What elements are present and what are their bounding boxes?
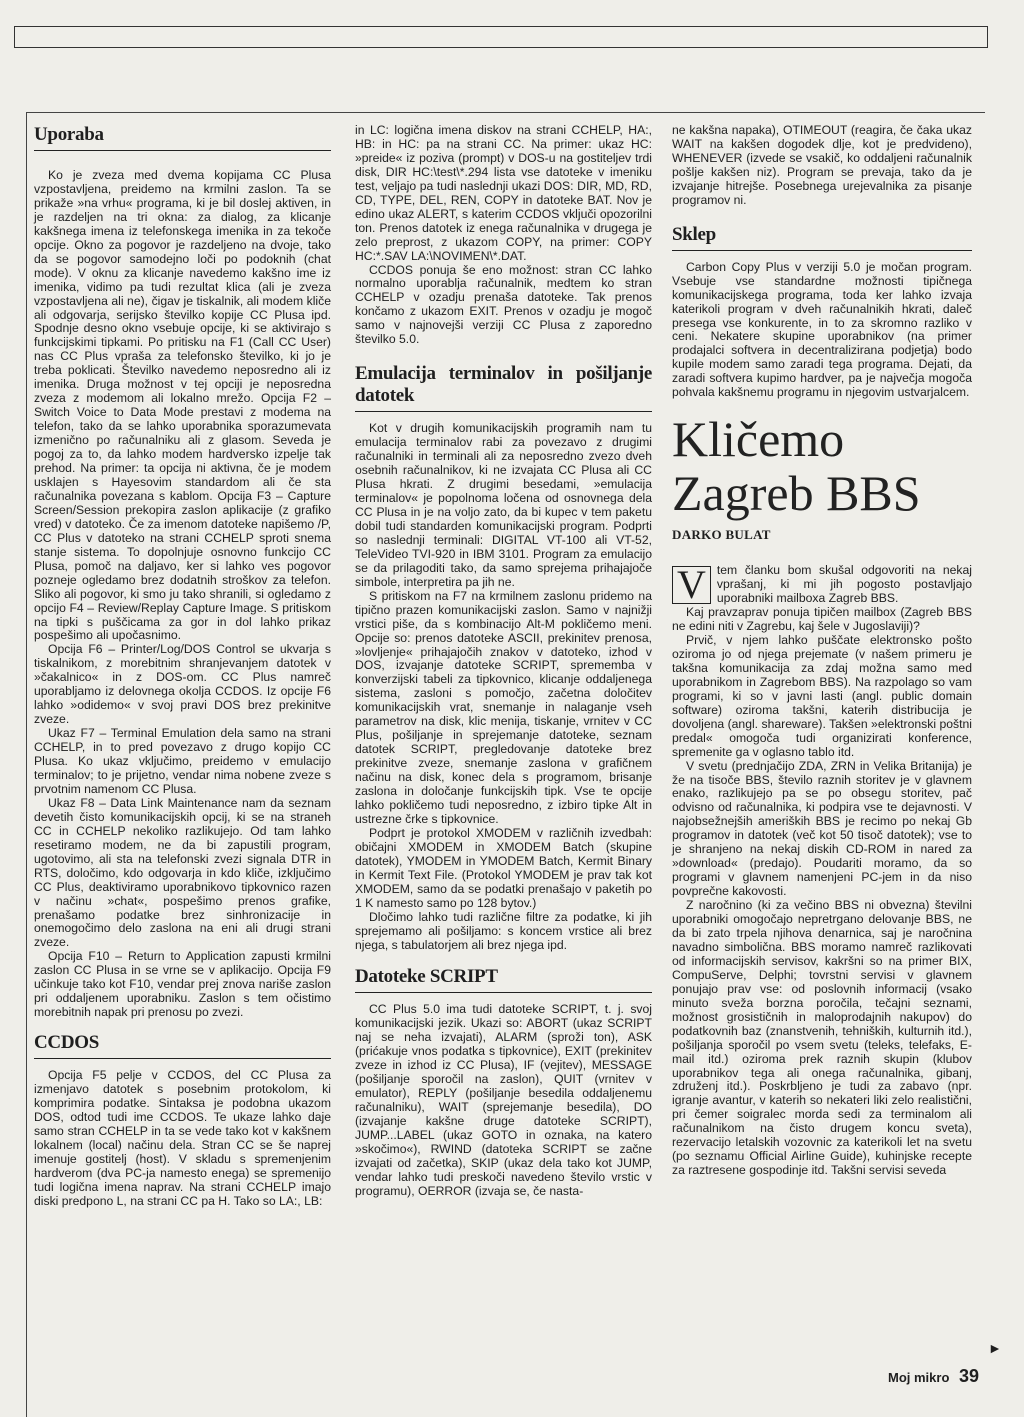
- magazine-name: Moj mikro: [888, 1370, 950, 1385]
- top-frame-box: [14, 26, 988, 48]
- continue-arrow-icon: ►: [988, 1340, 1002, 1356]
- article-title-line-2: Zagreb BBS: [672, 465, 921, 522]
- uporaba-body: [34, 169, 331, 1020]
- paragraph-text: tem članku bom skušal odgovoriti na nekaj vprašanj, ki mi jih pogosto postavljajo uporabniki mailboxa Zagreb BBS.: [716, 563, 972, 606]
- paragraph: V svetu (prednjačijo ZDA, ZRN in Velika Britanija) je že na tisoče BBS, število raznih storitev je v glavnem enako, razlikujejo pa se po obsegu storitev, pač odvisno od računalnika, ki podpira vse te dejavnosti. V najobsežnejših ameriških BBS je recimo po nekaj Gb programov in datotek (več kot 50 tisoč datotek); vse to je shranjeno na nekaj diskih CD-ROM in nared za »download« (predajo). Poudariti moramo, da so programi v glavnem namenjeni PC-jem in da niso povprečne kakovosti.: [672, 758, 972, 899]
- paragraph: Prvič, v njem lahko puščate elektronsko pošto oziroma jo od njega prejemate (v našem primeru je takšna komunikacija za zdaj možna samo med uporabnikom in Zagrebom BBS). Na razpolago so vam programi, ki so v javni lasti (angl. public domain software) oziroma takšni, katerih distribucija je dovoljena (angl. shareware). Takšen »elektronski poštni predal« omogoča tudi organizirati konference, spremenite ga v oglasno tablo itd.: [672, 632, 972, 759]
- paragraph: Ko je zveza med dvema kopijama CC Plusa vzpostavljena, preidemo na krmilni zaslon. Ta se prikaže »na vrhu« programa, ki je bil doslej aktiven, in je razdeljen na tri okna: za dialog, za klicanje kakšnega imena iz telefonskega imenika in za tekoče opcije. Okno za pogovor je razdeljeno na dvoje, tako da se pogovor samodejno loči po podoknih (chat mode). V oknu za klicanje navedemo kakšno ime iz imenika, vidimo pa tudi rezultat klica (ali je zveza vzpostavljena ali ne), čigav je tiskalnik, ali modem kliče ali odgovarja, serijsko številko kopije CC Plusa ipd. Spodnje desno okno vsebuje opcije, ki se aktivirajo s funkcijskimi tipkami. Po pritisku na F1 (Call CC User) nas CC Plus vpraša za telefonsko številko, ki jo je treba poklicati. Številko navedemo neposredno ali iz imenika. Druga možnost v tej opciji je neposredna zveza z modemom ali lokalno mrežo. Opcija F2 – Switch Voice to Data Mode prestavi z modema na telefon, tako da se lahko uporabnika sporazumevata izmenično po računalniku ali z glasom. Seveda je pogoj za to, da lahko modem hardversko izpelje tak prehod. Na primer: ta opcija ni aktivna, če je modem usklajen s Hayesovim standardom ali če sta računalnika povezana s kablom. Opcija F3 – Capture Screen/Session prekopira zaslon aplikacije (z grafiko vred) v datoteko. Če za imenom datoteke napišemo /P, CC Plus v datoteko na strani CCHELP sproti snema stanje sistema. To dopolnjuje osnovno funkcijo CC Plusa, pomoč na daljavo, ker si lahko ves pogovor pozneje ogledamo brez dodatnih stroškov za telefon. Sliko ali pogovor, ki smo ju tako shranili, si ogledamo z opcijo F4 – Review/Replay Capture Image. S pritiskom na tipki s puščicama za gor in dol lahko prikaz pospešimo ali upočasnimo.: [34, 168, 331, 643]
- script-body: [355, 1003, 652, 1198]
- paragraph: Ukaz F7 – Terminal Emulation dela samo na strani CCHELP, in to pred povezavo z drugo kopijo CC Plusa. Ko ukaz vključimo, preidemo v emulacijo terminalov; to je prijetno, vendar nima nobene zveze s prvotnim namenom CC Plusa.: [34, 726, 331, 796]
- ccdos-body: [34, 1069, 331, 1209]
- page-footer: [888, 1366, 979, 1387]
- paragraph: [672, 564, 972, 606]
- page-number: 39: [959, 1366, 980, 1386]
- section-heading-uporaba: Uporaba: [34, 124, 331, 151]
- paragraph: Z naročnino (ki za večino BBS ni obvezna) številni uporabniki omogočajo nepretrgano delovanje BBS, ne da bi zato trpela njihova denarnica, saj je naročnina navadno simbolična. BBS moramo namreč razlikovati od informacijskih servisov, kakršni so na primer BIX, CompuServe, Delphi; tovrstni servisi v glavnem ponujajo prav vse: od poslovnih informacij (vsako minuto sveža borzna poročila, tečajni seznami, možnost grosističnih in maloprodajnih nakupov) do podatkovnih baz (znanstvenih, tehniških, kulturnih itd.), pošiljanja sporočil po vsem svetu (teleks, telefaks, E-mail itd.) oziroma prek raznih skupin (klubov uporabnikov tega ali onega računalnika, gibanj, združenj itd.). Poskrbljeno je tudi za zabavo (npr. igranje avantur, v katerih so nekateri liki zelo realistični, pri čemer soigralec morda sedi za terminalom ali računalnikom na čisto drugem koncu sveta), rezervacijo letalskih vozovnic za katerikoli let na svetu (po seznamu Official Airline Guide), kuhinjske recepte za raztresene gospodinje itd. Takšni servisi seveda: [672, 898, 972, 1178]
- article-title-line-1: Kličemo: [672, 411, 845, 468]
- paragraph: Podprt je protokol XMODEM v različnih izvedbah: običajni XMODEM in XMODEM Batch (skupine datotek), YMODEM in YMODEM Batch, Kermit Binary in Kermit Text File. (Protokol YMODEM je prav tak kot XMODEM, samo da se podatki prenašajo v paketih po 1 K namesto samo po 128 bytov.): [355, 825, 652, 910]
- paragraph: Kot v drugih komunikacijskih programih nam tu emulacija terminalov rabi za povezavo z drugimi računalniki in terminali ali za neposredno zvezo dveh osebnih računalnikov, ki ne izvajata CC Plusa ali CC Plusa hkrati. Z drugimi besedami, »emulacija terminalov« je popolnoma ločena od osnovnega dela CC Plusa in je na voljo zato, da bi kupec v tem paketu dobil tudi standarden komunikacijski program. Podprti so naslednji terminali: DIGITAL VT-100 ali VT-52, TeleVideo TVI-920 in IBM 3101. Program za emulacijo se da prilagoditi tako, da samo sprejema prihajajoče simbole, interpretira pa jih ne.: [355, 421, 652, 589]
- paragraph: Kaj pravzaprav ponuja tipičen mailbox (Zagreb BBS ne edini niti v Zagrebu, kaj šele v Jugoslaviji)?: [672, 605, 972, 634]
- ccdos-continued: [355, 124, 652, 347]
- paragraph: CCDOS ponuja še eno možnost: stran CC lahko normalno uporablja računalnik, medtem ko stran CCHELP v ozadju prenaša datoteke. Tak prenos končamo z ukazom EXIT. Prenos v ozadju je mogoč samo v najnovejši verziji CC Plusa z zaporedno številko 5.0.: [355, 262, 652, 347]
- article-title: [672, 412, 972, 520]
- column-2: [355, 124, 652, 1199]
- sklep-body: [672, 261, 972, 401]
- paragraph: Opcija F6 – Printer/Log/DOS Control se ukvarja s tiskalnikom, z morebitnim shranjevanjem datotek v »čakalnico« in z DOS-om. CC Plus namreč uporabljamo iz delovnega okolja CCDOS. Iz opcije F6 lahko »odidemo« v svoj pravi DOS brez prekinitve zveze.: [34, 642, 331, 727]
- column-1: [34, 120, 331, 1209]
- drop-cap: V: [672, 566, 711, 604]
- column-3: [672, 124, 972, 1178]
- paragraph: CC Plus 5.0 ima tudi datoteke SCRIPT, t. j. svoj komunikacijski jezik. Ukazi so: ABORT (ukaz SCRIPT naj se neha izvajati), ALARM (sproži ton), ASK (prićakuje vnos podatka s tipkovnice), EXIT (prekinitev zveze in izhod iz CC Plusa), IF (vejitev), MESSAGE (pošiljanje sporočil na zaslon), QUIT (vrnitev v emulator), REPLY (pošiljanje besedila oddaljenemu računalniku), WAIT (sprejemanje besedila), DO (izvajanje kakšne druge datoteke SCRIPT), JUMP...LABEL (ukaz GOTO in oznaka, na katero »skočimo«), RWIND (datoteka SCRIPT se začne izvajati od začetka), SKIP (ukaz dela tako kot JUMP, vendar lahko tudi preskoči navedeno število vrstic v programu), OERROR (izvaja se, če nasta-: [355, 1002, 652, 1198]
- paragraph: Carbon Copy Plus v verziji 5.0 je močan program. Vsebuje vse standardne možnosti tipičnega komunikacijskega programa, toda ker lahko izvaja katerikoli program v dveh računalnikih hkrati, daleč presega vse konkurente, in to za skromno razliko v ceni. Nekatere skupine uporabnikov (na primer prodajalci softvera in decentralizirana podjetja) bodo kupile modem samo zaradi tega programa. Dejati, da zaradi softvera kupimo hardver, pa je največja mogoča pohvala kakšnemu programu in njegovim ustvarjalcem.: [672, 259, 972, 400]
- article-body: [672, 564, 972, 1178]
- section-heading-ccdos: CCDOS: [34, 1032, 331, 1059]
- paragraph: Dločimo lahko tudi različne filtre za podatke, ki jih sprejemamo ali pošiljamo: s koncem vrstice ali brez njega, s tabulatorjem ali brez njega ipd.: [355, 909, 652, 952]
- section-heading-emulacija: Emulacija terminalov in pošiljanje datotek: [355, 363, 652, 412]
- emulacija-body: [355, 422, 652, 952]
- paragraph: in LC: logična imena diskov na strani CCHELP, HA:, HB: in HC: pa na strani CC. Na primer: ukaz HC: »preide« iz poziva (prompt) v DOS-u na gostiteljev trdi disk, DIR HC:\test\*.294 lista vse datoteke v imeniku test, veljajo pa tudi naslednji ukazi DOS: DIR, MD, RD, CD, TYPE, DEL, REN, COPY in datoteke BAT. Nov je edino ukaz ALERT, s katerim CCDOS vključi opozorilni ton. Prenos datotek iz enega računalnika v drugega je zelo preprost, z ukazom COPY, na primer: COPY HC:*.SAV LA:\NOVIMEN\*.DAT.: [355, 123, 652, 263]
- paragraph: Opcija F5 pelje v CCDOS, del CC Plusa za izmenjavo datotek s posebnim protokolom, ki komprimira podatke. Sintaksa je podobna ukazom DOS, odtod tudi ime CCDOS. Te ukaze lahko daje samo stran CCHELP in ta se vede tako kot v kakšnem lokalnem (local) načinu dela. Stran CC se še naprej imenuje gostitelj (host). V skladu s spremenjenim hardverom (dva PC-ja namesto enega) se spremenijo tudi logična imena naprav. Na strani CCHELP imajo diski predpono L, na strani CC pa H. Tako so LA:, LB:: [34, 1068, 331, 1208]
- paragraph: Opcija F10 – Return to Application zapusti krmilni zaslon CC Plusa in se vrne se v aplikacijo. Opcija F9 učinkuje tako kot F10, vendar prej znova nariše zaslon pri oddaljenem uporabniku. Zaslon s tem očistimo morebitnih napak pri prenosu po zvezi.: [34, 949, 331, 1020]
- section-heading-datoteke-script: Datoteke SCRIPT: [355, 966, 652, 993]
- article-author: DARKO BULAT: [672, 527, 771, 543]
- paragraph: ne kakšna napaka), OTIMEOUT (reagira, če čaka ukaz WAIT na kakšen dogodek dlje, kot je predvideno), WHENEVER (izvede se vsakič, ko oddaljeni računalnik pošlje kakšen niz). Program se prevaja, tako da je izvajanje hitrejše. Posebnega urejevalnika za pisanje programov ni.: [672, 123, 972, 207]
- section-heading-sklep: Sklep: [672, 224, 972, 251]
- paragraph: S pritiskom na F7 na krmilnem zaslonu pridemo na tipično prazen komunikacijski zaslon. Samo v najnižji vrstici piše, da s kombinacijo Alt-M pokličemo meni. Opcije so: prenos datoteke ASCII, prekinitev prenosa, »lovljenje« prihajajočih znakov v datoteko, izhod v DOS, izvajanje datoteke SCRIPT, sprememba v konverzijski tabeli za tipkovnico, klicanje oddaljenega sistema, zasloni s pomočjo, začetna določitev komunikacijskih vrat, snemanje in nalaganje vseh parametrov na disk, klic menija, tiskanje, vrnitev v CC Plus, pošiljanje in sprejemanje datoteke, seznam datotek SCRIPT, pregledovanje datoteke brez prekinitve zveze, snemanje zaslona v grafičnem načinu na disk, konec dela s programom, brisanje zaslona in določanje funkcijskih tipk. Vse te opcije lahko pokličemo tudi neposredno, z izbiro tipke Alt in ustrezne črke s tipkovnice.: [355, 588, 652, 826]
- paragraph: Ukaz F8 – Data Link Maintenance nam da seznam devetih čisto komunikacijskih opcij, ki se na straneh CC in CCHELP nekoliko razlikujejo. Od tam lahko resetiramo modem, ne da bi zapustili program, ugotovimo, ali sta na telefonski zvezi signala DTR in RTS, določimo, kdo odgovarja in kdo kliče, izključimo CC Plus, deaktiviramo uporabnikovo tipkovnico razen v načinu »chat«, pospešimo prenos grafike, prenašamo podatke brez sinhronizacije in onemogočimo delo zaslona na eni ali drugi strani zveze.: [34, 795, 331, 950]
- script-continued: [672, 124, 972, 208]
